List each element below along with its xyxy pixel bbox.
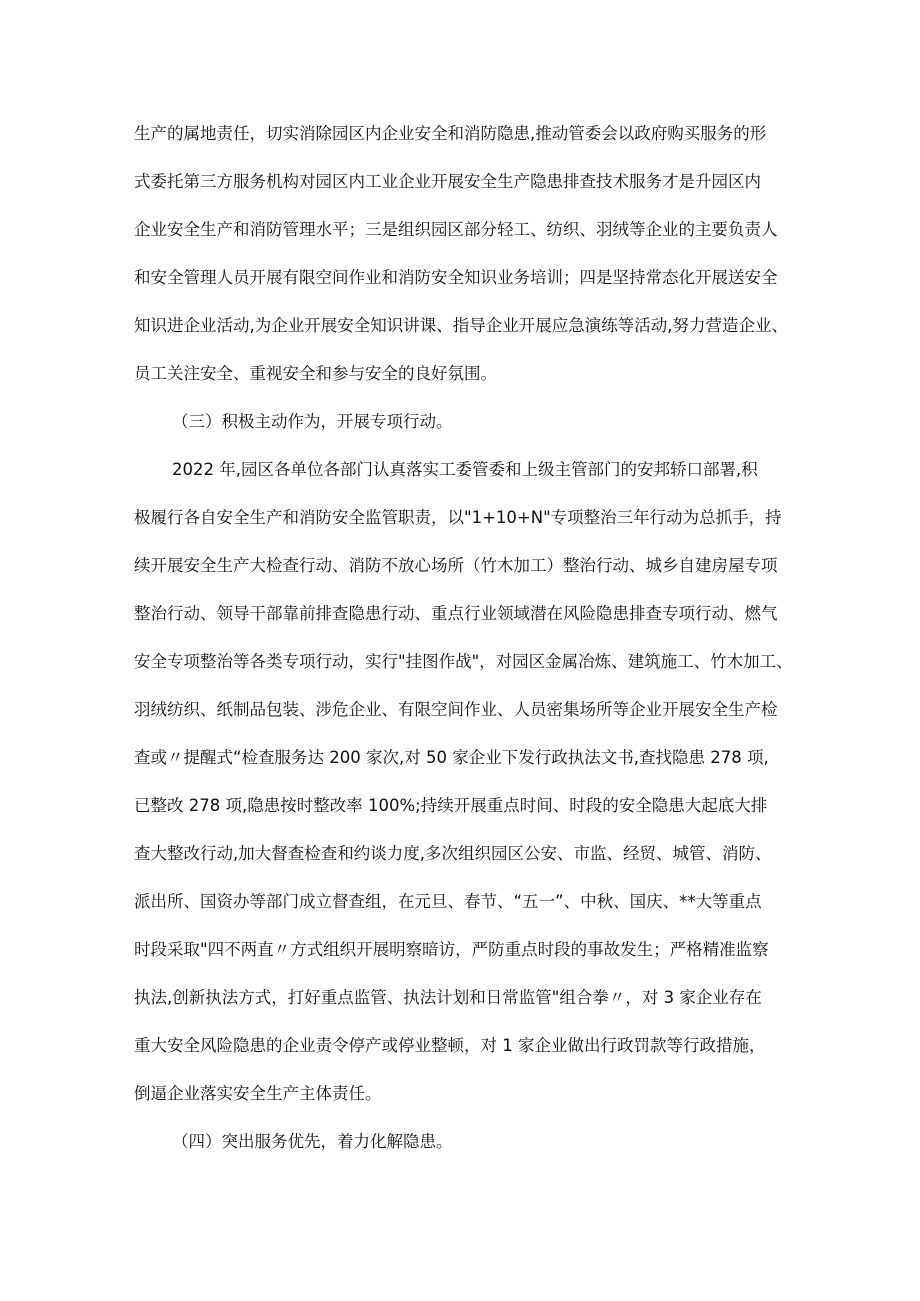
paragraph-line: 安全专项整治等各类专项行动，实行"挂图作战"，对园区金属冶炼、建筑施工、竹木加工、: [134, 652, 793, 671]
paragraph-line: 重大安全风险隐患的企业责令停产或停业整顿，对 1 家企业做出行政罚款等行政措施，: [134, 1036, 766, 1055]
paragraph-line: 式委托第三方服务机构对园区内工业企业开展安全生产隐患排查技术服务才是升园区内: [134, 172, 761, 191]
paragraph-line: 执法,创新执法方式，打好重点监管、执法计划和日常监管"组合拳〃，对 3 家企业存在: [134, 988, 762, 1007]
paragraph-line: 生产的属地责任，切实消除园区内企业安全和消防隐患,推动管委会以政府购买服务的形: [134, 124, 767, 143]
paragraph-line: 查或〃提醒式“检查服务达 200 家次,对 50 家企业下发行政执法文书,查找隐患 278 项,: [134, 748, 769, 767]
paragraph-line: 员工关注安全、重视安全和参与安全的良好氛围。: [134, 364, 497, 383]
paragraph-line: 知识进企业活动,为企业开展安全知识讲课、指导企业开展应急演练等活动,努力营造企业、: [134, 316, 788, 335]
paragraph-line: 倒逼企业落实安全生产主体责任。: [134, 1084, 382, 1103]
paragraph-line: 整治行动、领导干部靠前排查隐患行动、重点行业领域潜在风险隐患排查专项行动、燃气: [134, 604, 778, 623]
paragraph-line: 派出所、国资办等部门成立督查组，在元旦、春节、“五一”、中秋、国庆、**大等重点: [134, 892, 762, 911]
paragraph-line: 已整改 278 项,隐患按时整改率 100%;持续开展重点时间、时段的安全隐患大起底大排: [134, 796, 768, 815]
paragraph-line: 羽绒纺织、纸制品包装、涉危企业、有限空间作业、人员密集场所等企业开展安全生产检: [134, 700, 778, 719]
paragraph-line: 续开展安全生产大检查行动、消防不放心场所（竹木加工）整治行动、城乡自建房屋专项: [134, 556, 778, 575]
paragraph-line: 时段采取"四不两直〃方式组织开展明察暗访，严防重点时段的事故发生；严格精准监察: [134, 940, 769, 959]
section-heading: （三）积极主动作为，开展专项行动。: [172, 412, 453, 431]
paragraph-line: 查大整改行动,加大督查检查和约谈力度,多次组织园区公安、市监、经贸、城管、消防、: [134, 844, 772, 863]
paragraph-line: 2022 年,园区各单位各部门认真落实工委管委和上级主管部门的安邦轿口部署,积: [172, 460, 758, 479]
paragraph-line: 极履行各自安全生产和消防安全监管职责，以"1+10+N"专项整治三年行动为总抓手，持: [134, 508, 782, 527]
paragraph-line: 和安全管理人员开展有限空间作业和消防安全知识业务培训；四是坚持常态化开展送安全: [134, 268, 778, 287]
section-heading: （四）突出服务优先，着力化解隐患。: [172, 1132, 453, 1151]
paragraph-line: 企业安全生产和消防管理水平；三是组织园区部分轻工、纺织、羽绒等企业的主要负责人: [134, 220, 778, 239]
